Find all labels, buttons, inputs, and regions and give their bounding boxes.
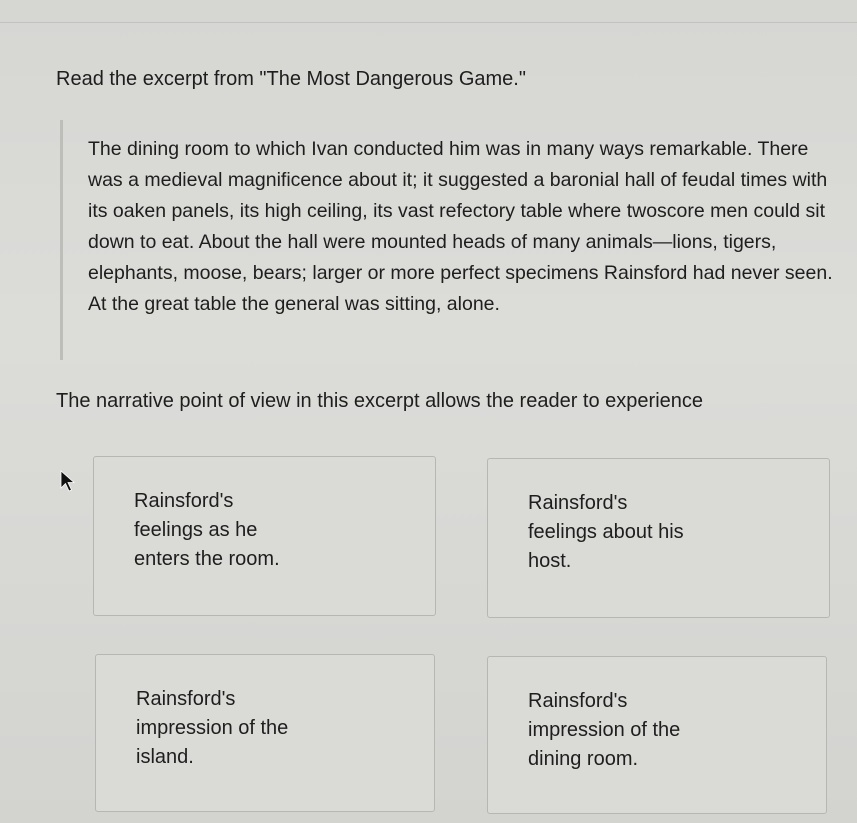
excerpt-text: The dining room to which Ivan conducted him was in many ways remarkable. There was a medieval magnificence about it; it suggested a baronial hall of feudal times with its oaken panels, its high ceiling, its vast refectory table where twoscore men could sit down to eat. About the hall were mounted heads of many animals—lions, tigers, elephants, moose, bears; larger or more perfect specimens Rainsford had never seen. At the great table the general was sitting, alone. [88, 138, 833, 315]
answer-choice-b-text: Rainsford's feelings about his host. [528, 492, 684, 572]
answer-choice-c-text: Rainsford's impression of the island. [136, 688, 289, 768]
answer-choice-b[interactable] [487, 458, 830, 618]
question-text: The narrative point of view in this excerpt allows the reader to experience [56, 390, 704, 412]
answer-choice-c[interactable] [95, 654, 435, 812]
mouse-pointer-icon [60, 470, 76, 492]
answer-choice-a[interactable] [93, 456, 436, 616]
excerpt-block [60, 120, 840, 360]
top-divider [0, 22, 857, 23]
answer-choice-d-text: Rainsford's impression of the dining room. [528, 690, 681, 770]
answer-choice-d[interactable] [487, 656, 827, 814]
prompt-text: Read the excerpt from "The Most Dangerous Game." [56, 68, 526, 90]
answer-choice-a-text: Rainsford's feelings as he enters the room. [134, 490, 280, 570]
